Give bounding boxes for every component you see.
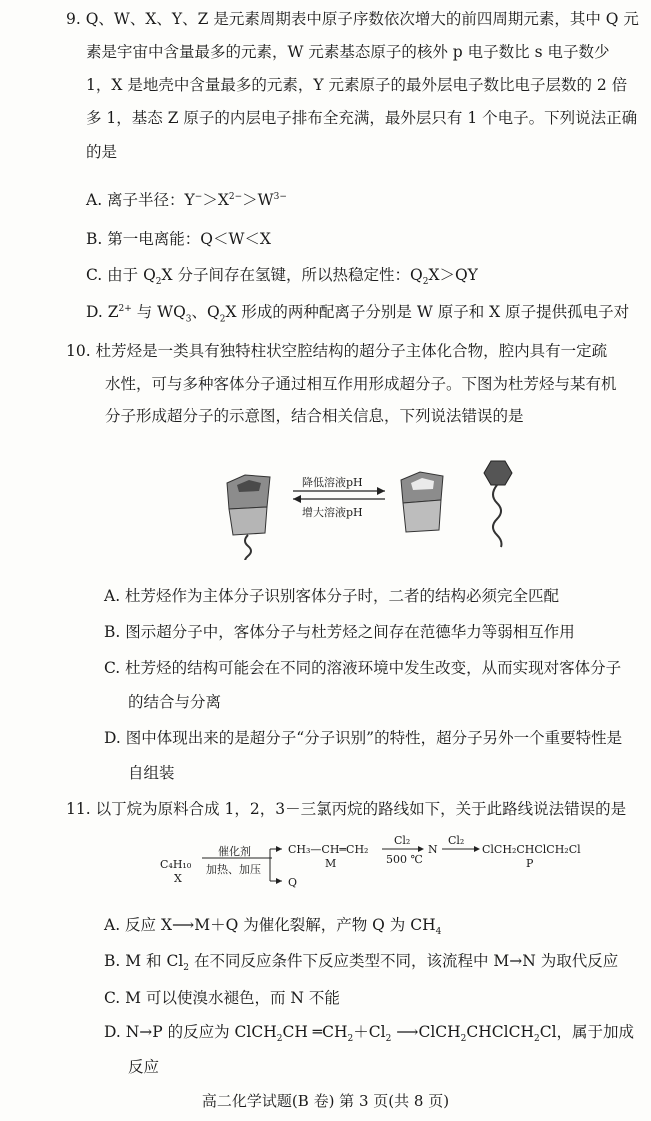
- q9-a-text2: ＞X: [202, 191, 229, 210]
- q11-d-text1: D. N→P 的反应为 ClCH: [104, 1023, 277, 1041]
- q9-option-b: B. 第一电离能：Q＜W＜X: [86, 230, 271, 248]
- q11-d-text3: ＋Cl: [353, 1023, 386, 1041]
- q11-a-sub: 4: [435, 927, 442, 938]
- q11-b-sub: 2: [183, 963, 190, 974]
- q9-line-5: 的是: [86, 143, 118, 161]
- arrow-label-raise-ph: 增大溶液pH: [302, 506, 363, 519]
- page-footer: 高二化学试题(B 卷) 第 3 页(共 8 页): [201, 1092, 450, 1110]
- q9-d-sub1: 3: [185, 314, 192, 325]
- q9-line-3: 1，X 是地壳中含量最多的元素，Y 元素原子的最外层电子数比电子层数的 2 倍: [86, 76, 628, 94]
- q10-option-d-line-1: D. 图中体现出来的是超分子“分子识别”的特性，超分子另外一个重要特性是: [104, 729, 623, 747]
- q11-d-sub5: 2: [533, 1034, 540, 1045]
- q9-d-text4: X 形成的两种配离子分别是 W 原子和 X 原子提供孤电子对: [225, 303, 630, 322]
- q11-option-c: C. M 可以使溴水褪色，而 N 不能: [104, 989, 340, 1007]
- q9-c-sub1: 2: [155, 277, 162, 288]
- q11-a-text: A. 反应 X⟶M＋Q 为催化裂解，产物 Q 为 CH: [104, 916, 436, 934]
- guest-molecule-icon: [484, 461, 512, 547]
- host-guest-complex-icon: [227, 475, 270, 560]
- reaction-scheme: [160, 833, 600, 898]
- scheme-butane: C₄H₁₀: [160, 858, 192, 871]
- scheme-cl2-b: Cl₂: [448, 834, 465, 847]
- q9-c-text2: X 分子间存在氢键，所以热稳定性：Q: [161, 266, 423, 284]
- q9-option-c: [86, 265, 478, 292]
- q9-c-text3: X＞QY: [428, 266, 478, 284]
- q10-option-a: A. 杜芳烃作为主体分子识别客体分子时，二者的结构必须完全匹配: [104, 587, 560, 605]
- q9-option-d: [86, 299, 629, 329]
- q9-line-4: 多 1，基态 Z 原子的内层电子排布全充满，最外层只有 1 个电子。下列说法正确: [86, 109, 638, 127]
- q10-option-d-line-2: 自组装: [128, 764, 175, 782]
- q11-b-text2: 在不同反应条件下反应类型不同，该流程中 M→N 为取代反应: [189, 952, 619, 970]
- scheme-label-x: X: [174, 872, 182, 885]
- q9-d-sub2: 2: [219, 314, 226, 325]
- q9-option-a: [86, 187, 287, 210]
- q10-option-c-line-2: 的结合与分离: [128, 693, 222, 711]
- q9-a-sup3: 3−: [273, 192, 287, 202]
- q11-d-sub4: 2: [460, 1034, 467, 1045]
- q9-line-2: 素是宇宙中含量最多的元素，W 元素基态原子的核外 p 电子数比 s 电子数少: [86, 43, 610, 61]
- q11-option-a: [104, 915, 441, 942]
- q9-d-sup: 2+: [118, 304, 132, 314]
- scheme-temp: 500 ℃: [386, 853, 423, 866]
- empty-host-icon: [401, 472, 443, 532]
- scheme-catalyst: 催化剂: [218, 845, 251, 858]
- q11-b-text1: B. M 和 Cl: [104, 952, 184, 970]
- scheme-propene: CH₃—CH═CH₂: [288, 843, 369, 856]
- q10-line-3: 分子形成超分子的示意图，结合相关信息，下列说法错误的是: [105, 407, 524, 425]
- scheme-cl2-a: Cl₂: [394, 834, 411, 847]
- q10-option-c-line-1: C. 杜芳烃的结构可能会在不同的溶液环境中发生改变，从而实现对客体分子: [104, 659, 622, 677]
- q9-a-sup1: −: [194, 192, 203, 202]
- q9-d-text3: 、Q: [191, 303, 220, 322]
- q11-option-b: [104, 951, 618, 978]
- q9-a-text3: ＞W: [242, 191, 274, 210]
- scheme-trichloropropane: ClCH₂CHClCH₂Cl: [482, 843, 581, 856]
- supramolecule-figure: [215, 455, 535, 560]
- q10-line-1: 10. 杜芳烃是一类具有独特柱状空腔结构的超分子主体化合物，腔内具有一定疏: [66, 342, 608, 360]
- q9-c-text1: C. 由于 Q: [86, 266, 156, 284]
- q9-c-sub2: 2: [422, 277, 429, 288]
- scheme-label-p: P: [526, 857, 534, 870]
- q9-a-sup2: 2−: [228, 192, 243, 202]
- q11-d-sub3: 2: [385, 1034, 392, 1045]
- q11-option-d-line-2: 反应: [128, 1058, 160, 1076]
- q9-a-text: A. 离子半径：Y: [86, 191, 195, 210]
- q11-d-text2: CH ═CH: [282, 1023, 348, 1041]
- q11-d-text6: Cl，属于加成: [539, 1023, 635, 1041]
- q10-line-2: 水性，可与多种客体分子通过相互作用形成超分子。下图为杜芳烃与某有机: [105, 375, 617, 393]
- q11-d-sub1: 2: [276, 1034, 283, 1045]
- q11-d-text4: ⟶ClCH: [391, 1023, 461, 1041]
- q11-d-sub2: 2: [347, 1034, 354, 1045]
- scheme-label-q: Q: [288, 876, 298, 889]
- q11-line-1: 11. 以丁烷为原料合成 1，2，3－三氯丙烷的路线如下，关于此路线说法错误的是: [66, 800, 627, 818]
- q10-option-b: B. 图示超分子中，客体分子与杜芳烃之间存在范德华力等弱相互作用: [104, 623, 575, 641]
- scheme-label-n: N: [428, 843, 438, 856]
- q11-d-text5: CHClCH: [466, 1023, 534, 1041]
- scheme-label-m: M: [325, 857, 337, 870]
- q9-line-1: 9. Q、W、X、Y、Z 是元素周期表中原子序数依次增大的前四周期元素，其中 Q 元: [66, 10, 639, 28]
- arrow-label-lower-ph: 降低溶液pH: [302, 476, 363, 489]
- q9-d-text1: D. Z: [86, 303, 119, 322]
- q9-d-text2: 与 WQ: [131, 303, 186, 322]
- scheme-heat-pressure: 加热、加压: [206, 863, 261, 876]
- q11-option-d-line-1: [104, 1022, 634, 1049]
